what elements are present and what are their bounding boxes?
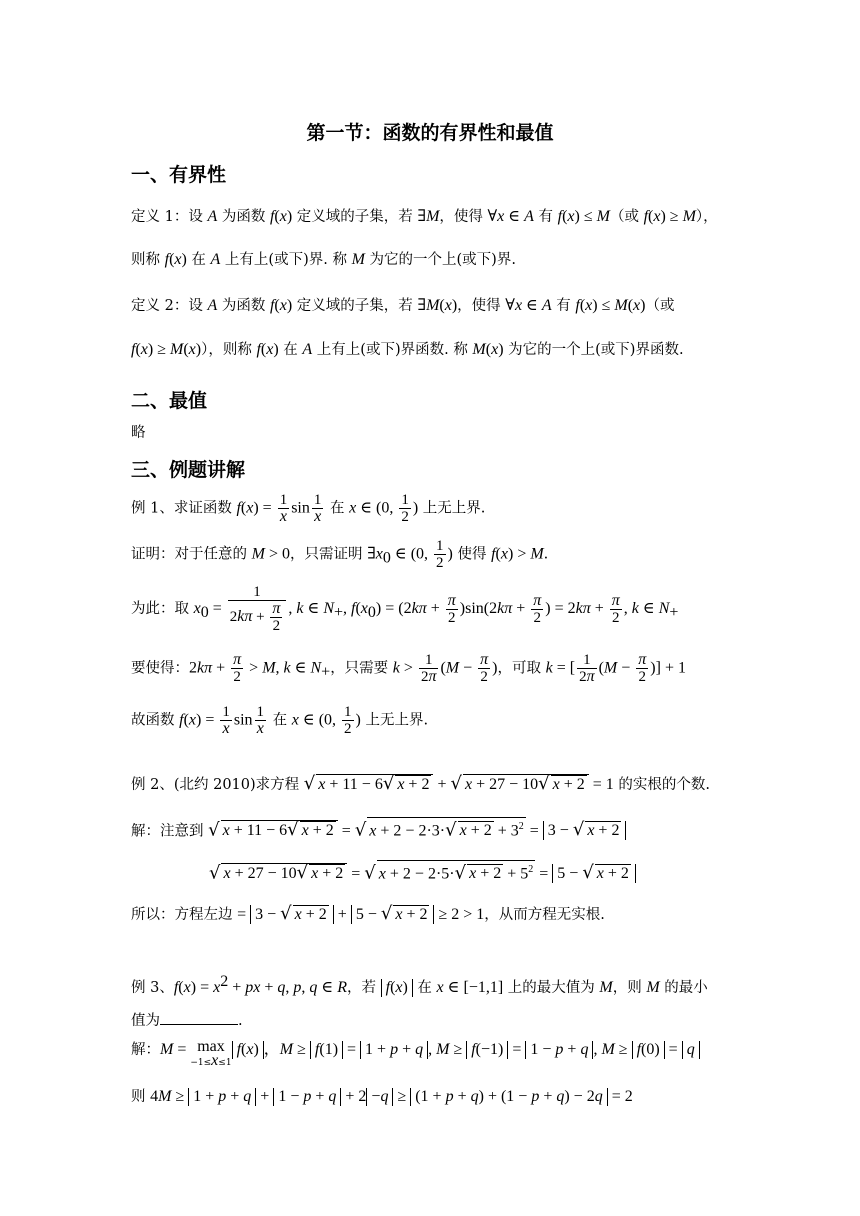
example-1-line-3: 为此：取 $x_0$ = 1 2kπ + $\frac{\pi}{2}$ , k ∈ $N_+$, $f(x_0) = (2k\pi$ + $\frac{\pi}{2}$ )sin(2kπ + $\frac{\pi}{2}$ ) = 2kπ + $\frac{\pi}{2}$ , k ∈ $N_+$ — [131, 584, 679, 634]
definition-1-line-1: 定义 1：设 A 为函数 f(x) 定义域的子集，若 ∃M，使得 ∀x ∈ A 有 f(x) ≤ M（或 f(x) ≥ M）， — [131, 208, 718, 225]
section-heading-examples: 三、例题讲解 — [131, 459, 246, 481]
example-3-line-1: 例 3、$f(x) = x^2$ + px + q, p, q ∈ R，若 f(x) 在 x ∈ [−1,1] 上的最大值为 M，则 M 的最小 — [131, 973, 708, 996]
example-3-line-3: 解：M = max −1≤x≤1 f(x) ，M ≥ f(1) = 1 + p + q , M ≥ f(−1) = 1 − p + q , M ≥ f(0) = q — [131, 1040, 700, 1070]
example-2-line-3: √ x + 27 − 10√ x + 2 = √ x + 2 − 2·5·√ $x + 2 + 5^2 = 5$ − √ x + 2 — [209, 860, 636, 884]
example-3-line-2: 值为 . — [131, 1010, 243, 1031]
example-1-line-4: 要使得：2kπ + $\frac{\pi}{2}$ > M, k ∈ $N_+$，只需要 k > $\frac{1}{2\pi}$ (M − $\frac{\pi}{2}$ )，可取 k = [ $\frac{1}{2\pi}$ (M − $\frac{\pi}{2}$ )] + 1 — [131, 651, 686, 685]
answer-blank[interactable] — [160, 1010, 238, 1025]
extrema-body: 略 — [131, 425, 146, 441]
example-3-line-4: 则 4M ≥ 1 + p + q + 1 − p + q + 2 −q ≥ (1 + p + q) + (1 − p + q) − 2q = 2 — [131, 1088, 633, 1105]
example-2-line-4: 所以：方程左边 = 3 − √ x + 2 + 5 − √ x + 2 ≥ 2 > 1，从而方程无实根. — [131, 903, 605, 924]
definition-2-line-1: 定义 2：设 A 为函数 f(x) 定义域的子集，若 ∃M(x)，使得 ∀x ∈ A 有 f(x) ≤ M(x)（或 — [131, 297, 675, 314]
section-heading-extrema: 二、最值 — [131, 390, 208, 412]
example-2-line-2: 解：注意到 √ x + 11 − 6√ x + 2 = √ x + 2 − 2·3·√ $x + 2 + 3^2 = 3$ − √ x + 2 — [131, 817, 626, 841]
definition-2-line-2: f(x) ≥ M(x)），则称 f(x) 在 A 上有上(或下)界函数. 称 M(x) 为它的一个上(或下)界函数. — [131, 341, 684, 358]
example-1-line-5: 故函数 f(x) = $\frac{1}{x}$ sin $\frac{1}{x}$ 在 x ∈ (0, $\frac{1}{2}$ ) 上无上界. — [131, 704, 429, 737]
example-1-line-1: 例 1、求证函数 f(x) = $\frac{1}{x}$ sin $\frac{1}{x}$ 在 x ∈ (0, $\frac{1}{2}$ ) 上无上界. — [131, 492, 486, 525]
page-title: 第一节：函数的有界性和最值 — [306, 122, 554, 144]
definition-1-line-2: 则称 f(x) 在 A 上有上(或下)界. 称 M 为它的一个上(或下)界. — [131, 251, 516, 268]
example-2-line-1: 例 2、(北约 2010)求方程 √ x + 11 − 6√ x + 2 + √ x + 27 − 10√ x + 2 = 1 的实根的个数. — [131, 773, 710, 794]
section-heading-boundedness: 一、有界性 — [131, 164, 227, 186]
example-1-line-2: 证明：对于任意的 M > 0，只需证明 $\exists x_0$ ∈ (0, $\frac{1}{2}$ ) 使得 f(x) > M. — [131, 538, 549, 571]
